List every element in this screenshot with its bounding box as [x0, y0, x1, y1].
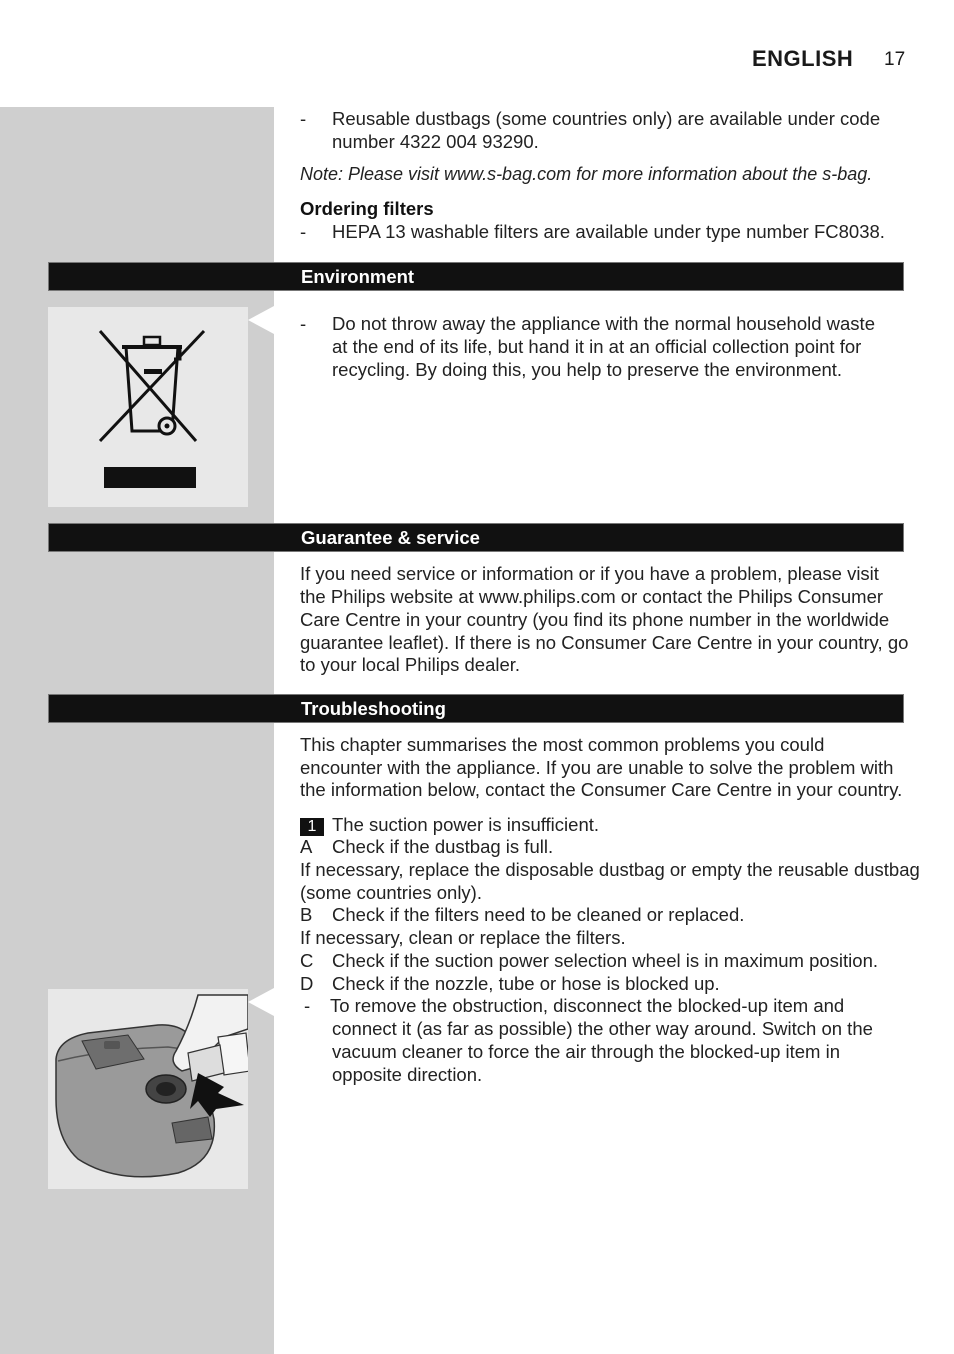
sbag-note: Note: Please visit www.s-bag.com for more information about the s-bag. — [300, 164, 873, 184]
language-label: ENGLISH — [752, 46, 854, 71]
step-number: 1 — [300, 818, 324, 836]
check-letter: A — [300, 836, 313, 857]
section-title: Guarantee & service — [301, 527, 480, 548]
obstruction-line-2: connect it (as far as possible) the other way around. Switch on the — [332, 1018, 873, 1039]
troubleshooting-intro-2: encounter with the appliance. If you are unable to solve the problem with — [300, 757, 894, 778]
guarantee-line-4: guarantee leaflet). If there is no Consumer Care Centre in your country, go — [300, 632, 909, 653]
check-letter: C — [300, 950, 314, 971]
troubleshooting-intro-3: the information below, contact the Consumer Care Centre in your country. — [300, 779, 903, 800]
problem-line — [300, 813, 599, 836]
bullet-dash: - — [300, 313, 307, 334]
check-text: Check if the dustbag is full. — [332, 836, 554, 857]
weee-figure — [48, 307, 248, 507]
obstruction-line-1: To remove the obstruction, disconnect the blocked-up item and — [330, 995, 845, 1016]
page-number: 17 — [884, 49, 906, 70]
figure-pointer — [248, 306, 274, 334]
section-title: Environment — [301, 266, 415, 287]
environment-line-1: Do not throw away the appliance with the normal household waste — [332, 313, 875, 334]
check-text: Check if the nozzle, tube or hose is blocked up. — [332, 973, 720, 994]
troubleshooting-intro-1: This chapter summarises the most common problems you could — [300, 734, 825, 755]
guarantee-line-3: Care Centre in your country (you find its phone number in the worldwide — [300, 609, 890, 630]
dustbags-line-1: Reusable dustbags (some countries only) are available under code — [332, 108, 881, 129]
guarantee-line-5: to your local Philips dealer. — [300, 654, 521, 675]
ordering-filters-text: HEPA 13 washable filters are available under type number FC8038. — [332, 221, 885, 242]
section-bar-troubleshooting — [48, 694, 904, 723]
problem-text: The suction power is insufficient. — [332, 814, 600, 835]
ordering-filters-heading: Ordering filters — [300, 198, 434, 219]
guarantee-line-1: If you need service or information or if you have a problem, please visit — [300, 563, 879, 584]
figure-pointer — [248, 988, 274, 1016]
check-letter: D — [300, 973, 314, 994]
check-b-detail: If necessary, clean or replace the filters. — [300, 927, 626, 948]
obstruction-line-3: vacuum cleaner to force the air through the blocked-up item in — [332, 1041, 841, 1062]
guarantee-line-2: the Philips website at www.philips.com or contact the Philips Consumer — [300, 586, 884, 607]
vacuum-cleaner-hose-icon — [48, 989, 248, 1189]
check-letter: B — [300, 904, 313, 925]
bullet-dash: - — [300, 221, 307, 242]
obstruction-line-4: opposite direction. — [332, 1064, 483, 1085]
vacuum-figure — [48, 989, 248, 1189]
bullet-dash: - — [300, 108, 307, 129]
bullet-dash: - — [304, 995, 311, 1016]
section-bar-environment — [48, 262, 904, 291]
check-text: Check if the filters need to be cleaned or replaced. — [332, 904, 745, 925]
environment-line-2: at the end of its life, but hand it in at an official collection point for — [332, 336, 862, 357]
dustbags-line-2: number 4322 004 93290. — [332, 131, 539, 152]
check-a-detail-1: If necessary, replace the disposable dustbag or empty the reusable dustbag — [300, 859, 920, 880]
section-bar-guarantee — [48, 523, 904, 552]
check-a-detail-2: (some countries only). — [300, 882, 482, 903]
section-title: Troubleshooting — [301, 698, 446, 719]
environment-line-3: recycling. By doing this, you help to preserve the environment. — [332, 359, 843, 380]
check-text: Check if the suction power selection wheel is in maximum position. — [332, 950, 878, 971]
crossed-out-wheelie-bin-icon — [48, 307, 248, 507]
